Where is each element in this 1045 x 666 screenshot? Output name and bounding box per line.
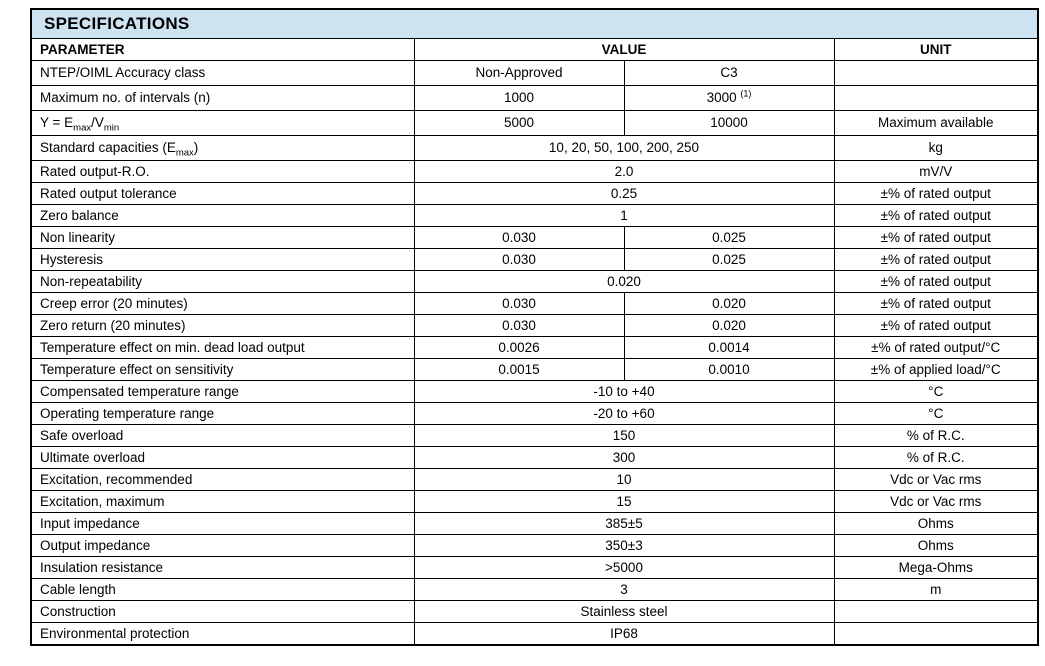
parameter-cell: Creep error (20 minutes)	[31, 293, 414, 315]
unit-cell: ±% of rated output	[834, 227, 1038, 249]
parameter-cell: Input impedance	[31, 513, 414, 535]
parameter-cell: Excitation, recommended	[31, 469, 414, 491]
parameter-cell: Zero return (20 minutes)	[31, 315, 414, 337]
parameter-cell: Operating temperature range	[31, 403, 414, 425]
value-cell: Stainless steel	[414, 601, 834, 623]
unit-cell: m	[834, 579, 1038, 601]
value-cell: 0.0015	[414, 359, 624, 381]
parameter-cell: Hysteresis	[31, 249, 414, 271]
table-row	[31, 491, 1038, 513]
value-cell: 0.030	[414, 315, 624, 337]
value-cell: 5000	[414, 111, 624, 136]
value-cell: IP68	[414, 623, 834, 646]
parameter-cell: Construction	[31, 601, 414, 623]
table-row	[31, 183, 1038, 205]
table-row	[31, 315, 1038, 337]
parameter-cell: Standard capacities $(E_{max})$	[31, 136, 414, 161]
value-cell: 0.030	[414, 227, 624, 249]
parameter-cell: Rated output-R.O.	[31, 161, 414, 183]
table-row	[31, 623, 1038, 646]
value-cell: Non-Approved	[414, 61, 624, 86]
unit-cell: °C	[834, 403, 1038, 425]
specifications-table	[30, 8, 1039, 646]
table-row	[31, 86, 1038, 111]
parameter-cell: Safe overload	[31, 425, 414, 447]
unit-cell: % of R.C.	[834, 425, 1038, 447]
unit-cell	[834, 601, 1038, 623]
unit-cell: mV/V	[834, 161, 1038, 183]
value-cell: 1000	[414, 86, 624, 111]
unit-cell: Maximum available	[834, 111, 1038, 136]
unit-cell: ±% of rated output	[834, 271, 1038, 293]
unit-cell: ±% of rated output/°C	[834, 337, 1038, 359]
parameter-cell: Output impedance	[31, 535, 414, 557]
parameter-cell: Environmental protection	[31, 623, 414, 646]
value-cell: 0.25	[414, 183, 834, 205]
table-row	[31, 579, 1038, 601]
table-title: SPECIFICATIONS	[31, 9, 1038, 39]
table-row	[31, 359, 1038, 381]
table-row	[31, 249, 1038, 271]
unit-cell: ±% of applied load/°C	[834, 359, 1038, 381]
value-cell: 350±3	[414, 535, 834, 557]
parameter-cell: Ultimate overload	[31, 447, 414, 469]
table-row	[31, 381, 1038, 403]
table-row	[31, 469, 1038, 491]
table-row	[31, 61, 1038, 86]
table-title-row	[31, 9, 1038, 39]
parameter-cell: Rated output tolerance	[31, 183, 414, 205]
unit-cell: Vdc or Vac rms	[834, 469, 1038, 491]
spec-table-body	[31, 61, 1038, 646]
table-row	[31, 205, 1038, 227]
value-cell: 0.0014	[624, 337, 834, 359]
parameter-cell: Insulation resistance	[31, 557, 414, 579]
value-cell: 15	[414, 491, 834, 513]
table-row	[31, 447, 1038, 469]
value-cell: -20 to +60	[414, 403, 834, 425]
table-row	[31, 535, 1038, 557]
parameter-cell: Zero balance	[31, 205, 414, 227]
unit-cell: Ohms	[834, 513, 1038, 535]
parameter-cell: Temperature effect on min. dead load output	[31, 337, 414, 359]
value-cell: 2.0	[414, 161, 834, 183]
table-row	[31, 557, 1038, 579]
value-cell: 3	[414, 579, 834, 601]
table-row	[31, 136, 1038, 161]
table-row	[31, 161, 1038, 183]
parameter-cell: Non linearity	[31, 227, 414, 249]
unit-cell	[834, 61, 1038, 86]
unit-cell	[834, 623, 1038, 646]
value-cell: -10 to +40	[414, 381, 834, 403]
value-cell: 150	[414, 425, 834, 447]
value-cell: C3	[624, 61, 834, 86]
value-cell: 300	[414, 447, 834, 469]
parameter-cell: Temperature effect on sensitivity	[31, 359, 414, 381]
value-cell: 0.020	[624, 315, 834, 337]
value-cell: 0.020	[624, 293, 834, 315]
unit-cell: Mega-Ohms	[834, 557, 1038, 579]
unit-cell: Ohms	[834, 535, 1038, 557]
unit-cell: ±% of rated output	[834, 249, 1038, 271]
value-cell: 0.030	[414, 293, 624, 315]
parameter-cell: Excitation, maximum	[31, 491, 414, 513]
value-cell: 10, 20, 50, 100, 200, 250	[414, 136, 834, 161]
table-row	[31, 337, 1038, 359]
value-cell: 0.020	[414, 271, 834, 293]
value-cell: 0.0026	[414, 337, 624, 359]
table-row	[31, 403, 1038, 425]
unit-cell: ±% of rated output	[834, 293, 1038, 315]
parameter-cell: Non-repeatability	[31, 271, 414, 293]
table-row	[31, 111, 1038, 136]
value-cell: 0.030	[414, 249, 624, 271]
parameter-cell: NTEP/OIML Accuracy class	[31, 61, 414, 86]
column-header-parameter: PARAMETER	[31, 39, 414, 61]
column-header-unit: UNIT	[834, 39, 1038, 61]
value-cell: 0.025	[624, 227, 834, 249]
value-cell: 1	[414, 205, 834, 227]
table-row	[31, 425, 1038, 447]
unit-cell: ±% of rated output	[834, 183, 1038, 205]
unit-cell: °C	[834, 381, 1038, 403]
value-cell: 10	[414, 469, 834, 491]
unit-cell: kg	[834, 136, 1038, 161]
value-cell: 3000 $^{(1)}$	[624, 86, 834, 111]
column-header-value: VALUE	[414, 39, 834, 61]
value-cell: 0.0010	[624, 359, 834, 381]
unit-cell: ±% of rated output	[834, 315, 1038, 337]
table-row	[31, 513, 1038, 535]
value-cell: 10000	[624, 111, 834, 136]
parameter-cell: Cable length	[31, 579, 414, 601]
table-row	[31, 271, 1038, 293]
parameter-cell: $Y = E_{max}/V_{min}$	[31, 111, 414, 136]
table-row	[31, 601, 1038, 623]
value-cell: >5000	[414, 557, 834, 579]
parameter-cell: Compensated temperature range	[31, 381, 414, 403]
unit-cell: % of R.C.	[834, 447, 1038, 469]
unit-cell	[834, 86, 1038, 111]
unit-cell: ±% of rated output	[834, 205, 1038, 227]
value-cell: 385±5	[414, 513, 834, 535]
column-header-row	[31, 39, 1038, 61]
parameter-cell: Maximum no. of intervals (n)	[31, 86, 414, 111]
table-row	[31, 293, 1038, 315]
table-row	[31, 227, 1038, 249]
unit-cell: Vdc or Vac rms	[834, 491, 1038, 513]
value-cell: 0.025	[624, 249, 834, 271]
